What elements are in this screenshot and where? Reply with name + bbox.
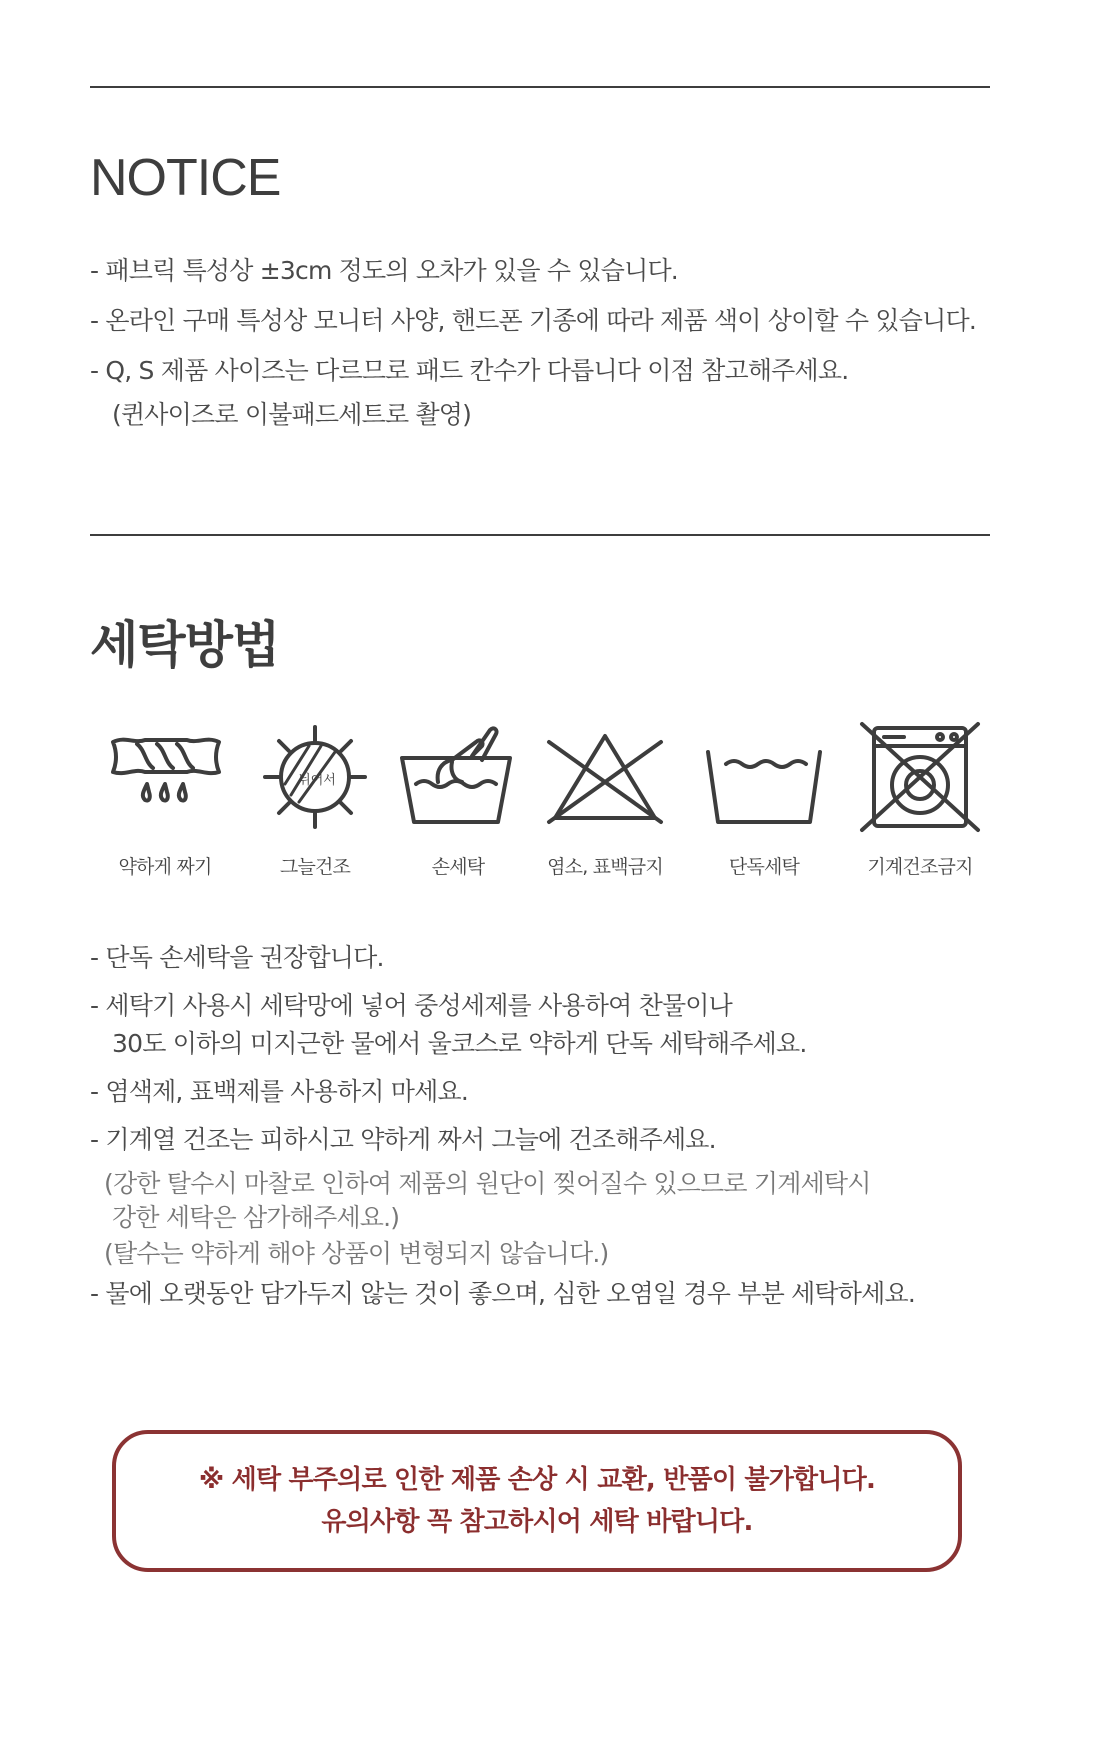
warning-box	[112, 1430, 962, 1572]
instruction-note: (탈수는 약하게 해야 상품이 변형되지 않습니다.)	[104, 1239, 609, 1268]
instruction-line: - 기계열 건조는 피하시고 약하게 짜서 그늘에 건조해주세요.	[90, 1125, 716, 1154]
instruction-line: 30도 이하의 미지근한 물에서 울코스로 약하게 단독 세탁해주세요.	[112, 1029, 807, 1058]
notice-list	[90, 255, 1010, 449]
notice-title: NOTICE	[90, 149, 281, 207]
care-label: 기계건조금지	[867, 856, 973, 878]
instruction-line: - 단독 손세탁을 권장합니다.	[90, 943, 384, 972]
care-item	[845, 722, 995, 882]
instruction-line: - 염색제, 표백제를 사용하지 마세요.	[90, 1077, 469, 1106]
hand-wash-icon	[398, 722, 518, 832]
instruction-note: 강한 세탁은 삼가해주세요.)	[112, 1203, 400, 1232]
top-divider	[90, 86, 990, 88]
care-label: 손세탁	[431, 856, 485, 878]
care-icons-row	[90, 722, 990, 882]
care-label: 그늘건조	[279, 856, 351, 878]
care-label: 약하게 짜기	[118, 856, 212, 878]
warning-line: ※ 세탁 부주의로 인한 제품 손상 시 교환, 반품이 불가합니다.	[198, 1465, 876, 1495]
notice-line: - Q, S 제품 사이즈는 다르므로 패드 칸수가 다릅니다 이점 참고해주세요.	[90, 356, 849, 385]
notice-line: - 온라인 구매 특성상 모니터 사양, 핸드폰 기종에 따라 제품 색이 상이할 수 있습니다.	[90, 306, 976, 335]
washing-instructions	[90, 942, 1010, 1326]
shade-inner-text: 뉘어서	[298, 773, 336, 788]
care-item	[530, 722, 680, 882]
care-label: 단독세탁	[728, 856, 800, 878]
care-item	[383, 722, 533, 882]
warning-line: 유의사항 꼭 참고하시어 세탁 바랍니다.	[321, 1507, 753, 1537]
instruction-note: (강한 탈수시 마찰로 인하여 제품의 원단이 찢어질수 있으므로 기계세탁시	[104, 1169, 871, 1198]
care-item	[90, 722, 240, 882]
wring-gently-icon	[105, 722, 225, 832]
section-divider	[90, 534, 990, 536]
notice-line: (퀸사이즈로 이불패드세트로 촬영)	[112, 400, 472, 429]
instruction-line: - 물에 오랫동안 담가두지 않는 것이 좋으며, 심한 오염일 경우 부분 세탁하세요.	[90, 1279, 915, 1308]
care-item	[240, 722, 390, 882]
notice-line: - 패브릭 특성상 ±3cm 정도의 오차가 있을 수 있습니다.	[90, 256, 678, 285]
no-bleach-icon	[545, 722, 665, 832]
care-item	[689, 722, 839, 882]
no-tumble-dry-icon	[860, 722, 980, 832]
instruction-line: - 세탁기 사용시 세탁망에 넣어 중성세제를 사용하여 찬물이나	[90, 991, 733, 1020]
washing-title: 세탁방법	[90, 616, 280, 674]
care-label: 염소, 표백금지	[547, 856, 663, 878]
dry-in-shade-icon	[255, 722, 375, 832]
wash-separately-icon	[704, 722, 824, 832]
